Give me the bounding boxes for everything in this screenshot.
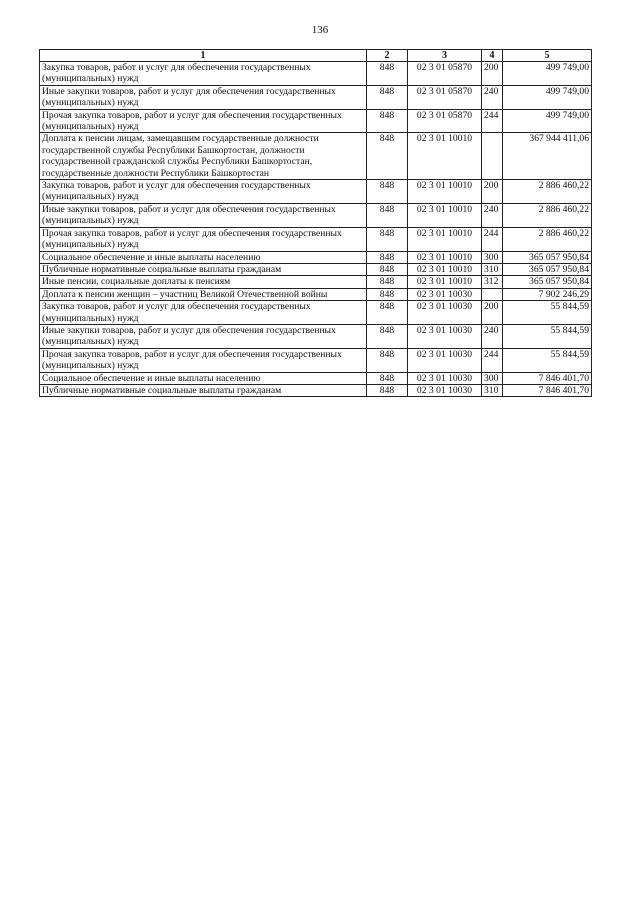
row-amount-cell: 55 844,59 [503,324,592,348]
row-expense-type-cell: 200 [482,180,503,204]
row-amount-cell: 365 057 950,84 [503,251,592,263]
row-amount-cell: 367 944 411,06 [503,133,592,180]
row-amount-cell: 55 844,59 [503,348,592,372]
table-body [40,62,592,397]
row-expense-type-cell: 240 [482,324,503,348]
row-code-cell: 848 [367,203,408,227]
row-code-cell: 848 [367,180,408,204]
row-amount-cell: 499 749,00 [503,109,592,133]
row-amount-cell: 2 886 460,22 [503,180,592,204]
row-code-cell: 848 [367,276,408,288]
row-expense-type-cell [482,133,503,180]
row-name-cell: Прочая закупка товаров, работ и услуг для обеспечения государственных (муниципальных) нужд [40,109,367,133]
row-amount-cell: 7 846 401,70 [503,384,592,396]
row-expense-type-cell: 200 [482,62,503,86]
table-row [40,133,592,180]
table-row [40,372,592,384]
row-expense-type-cell: 200 [482,301,503,325]
row-code-cell: 848 [367,109,408,133]
table-row [40,301,592,325]
table-row [40,203,592,227]
row-target-article-cell: 02 3 01 10030 [408,324,482,348]
header-col-3: 3 [408,50,482,62]
row-amount-cell: 7 902 246,29 [503,288,592,300]
row-code-cell: 848 [367,227,408,251]
table-row [40,324,592,348]
table-row [40,85,592,109]
row-name-cell: Иные закупки товаров, работ и услуг для обеспечения государственных (муниципальных) нужд [40,85,367,109]
row-target-article-cell: 02 3 01 10010 [408,276,482,288]
row-code-cell: 848 [367,263,408,275]
row-expense-type-cell: 300 [482,251,503,263]
row-code-cell: 848 [367,133,408,180]
row-expense-type-cell: 240 [482,85,503,109]
row-code-cell: 848 [367,85,408,109]
row-code-cell: 848 [367,324,408,348]
row-target-article-cell: 02 3 01 10010 [408,263,482,275]
table-row [40,109,592,133]
row-code-cell: 848 [367,251,408,263]
header-col-5: 5 [503,50,592,62]
row-name-cell: Иные пенсии, социальные доплаты к пенсиям [40,276,367,288]
row-name-cell: Публичные нормативные социальные выплаты гражданам [40,384,367,396]
row-expense-type-cell: 240 [482,203,503,227]
row-target-article-cell: 02 3 01 10030 [408,301,482,325]
row-code-cell: 848 [367,62,408,86]
page-number: 136 [311,24,329,36]
row-expense-type-cell: 244 [482,109,503,133]
row-target-article-cell: 02 3 01 10010 [408,227,482,251]
row-target-article-cell: 02 3 01 05870 [408,109,482,133]
row-target-article-cell: 02 3 01 10030 [408,384,482,396]
row-name-cell: Иные закупки товаров, работ и услуг для обеспечения государственных (муниципальных) нужд [40,324,367,348]
row-amount-cell: 2 886 460,22 [503,227,592,251]
row-target-article-cell: 02 3 01 10010 [408,203,482,227]
row-code-cell: 848 [367,348,408,372]
row-name-cell: Прочая закупка товаров, работ и услуг для обеспечения государственных (муниципальных) нужд [40,227,367,251]
header-col-4: 4 [482,50,503,62]
table-row [40,348,592,372]
row-name-cell: Прочая закупка товаров, работ и услуг для обеспечения государственных (муниципальных) нужд [40,348,367,372]
row-expense-type-cell: 312 [482,276,503,288]
row-name-cell: Социальное обеспечение и иные выплаты населению [40,251,367,263]
row-target-article-cell: 02 3 01 10010 [408,180,482,204]
row-code-cell: 848 [367,301,408,325]
row-name-cell: Публичные нормативные социальные выплаты гражданам [40,263,367,275]
row-target-article-cell: 02 3 01 10030 [408,372,482,384]
row-expense-type-cell [482,288,503,300]
row-target-article-cell: 02 3 01 05870 [408,62,482,86]
table-row [40,263,592,275]
row-name-cell: Закупка товаров, работ и услуг для обеспечения государственных (муниципальных) нужд [40,301,367,325]
row-target-article-cell: 02 3 01 10010 [408,133,482,180]
row-amount-cell: 365 057 950,84 [503,263,592,275]
row-target-article-cell: 02 3 01 10030 [408,288,482,300]
row-expense-type-cell: 244 [482,227,503,251]
row-name-cell: Социальное обеспечение и иные выплаты населению [40,372,367,384]
table-header-row [40,50,592,62]
row-code-cell: 848 [367,384,408,396]
row-name-cell: Доплата к пенсии женщин – участниц Великой Отечественной войны [40,288,367,300]
row-amount-cell: 365 057 950,84 [503,276,592,288]
row-target-article-cell: 02 3 01 10010 [408,251,482,263]
row-target-article-cell: 02 3 01 10030 [408,348,482,372]
table-row [40,180,592,204]
row-code-cell: 848 [367,372,408,384]
row-amount-cell: 55 844,59 [503,301,592,325]
table-row [40,227,592,251]
row-expense-type-cell: 310 [482,384,503,396]
row-amount-cell: 499 749,00 [503,85,592,109]
row-expense-type-cell: 244 [482,348,503,372]
header-col-2: 2 [367,50,408,62]
row-amount-cell: 499 749,00 [503,62,592,86]
row-name-cell: Доплата к пенсии лицам, замещавшим государственные должности государственной службы Республики Башкортостан, должности государственной гражданской службы Республики Башкортостан, государственные должности Республики Башкортостан [40,133,367,180]
row-amount-cell: 7 846 401,70 [503,372,592,384]
row-name-cell: Иные закупки товаров, работ и услуг для обеспечения государственных (муниципальных) нужд [40,203,367,227]
table-row [40,276,592,288]
table-row [40,288,592,300]
row-target-article-cell: 02 3 01 05870 [408,85,482,109]
row-amount-cell: 2 886 460,22 [503,203,592,227]
row-name-cell: Закупка товаров, работ и услуг для обеспечения государственных (муниципальных) нужд [40,62,367,86]
table-row [40,384,592,396]
row-expense-type-cell: 310 [482,263,503,275]
row-code-cell: 848 [367,288,408,300]
row-name-cell: Закупка товаров, работ и услуг для обеспечения государственных (муниципальных) нужд [40,180,367,204]
table-row [40,251,592,263]
header-col-1: 1 [40,50,367,62]
budget-table [39,49,592,397]
row-expense-type-cell: 300 [482,372,503,384]
table-row [40,62,592,86]
